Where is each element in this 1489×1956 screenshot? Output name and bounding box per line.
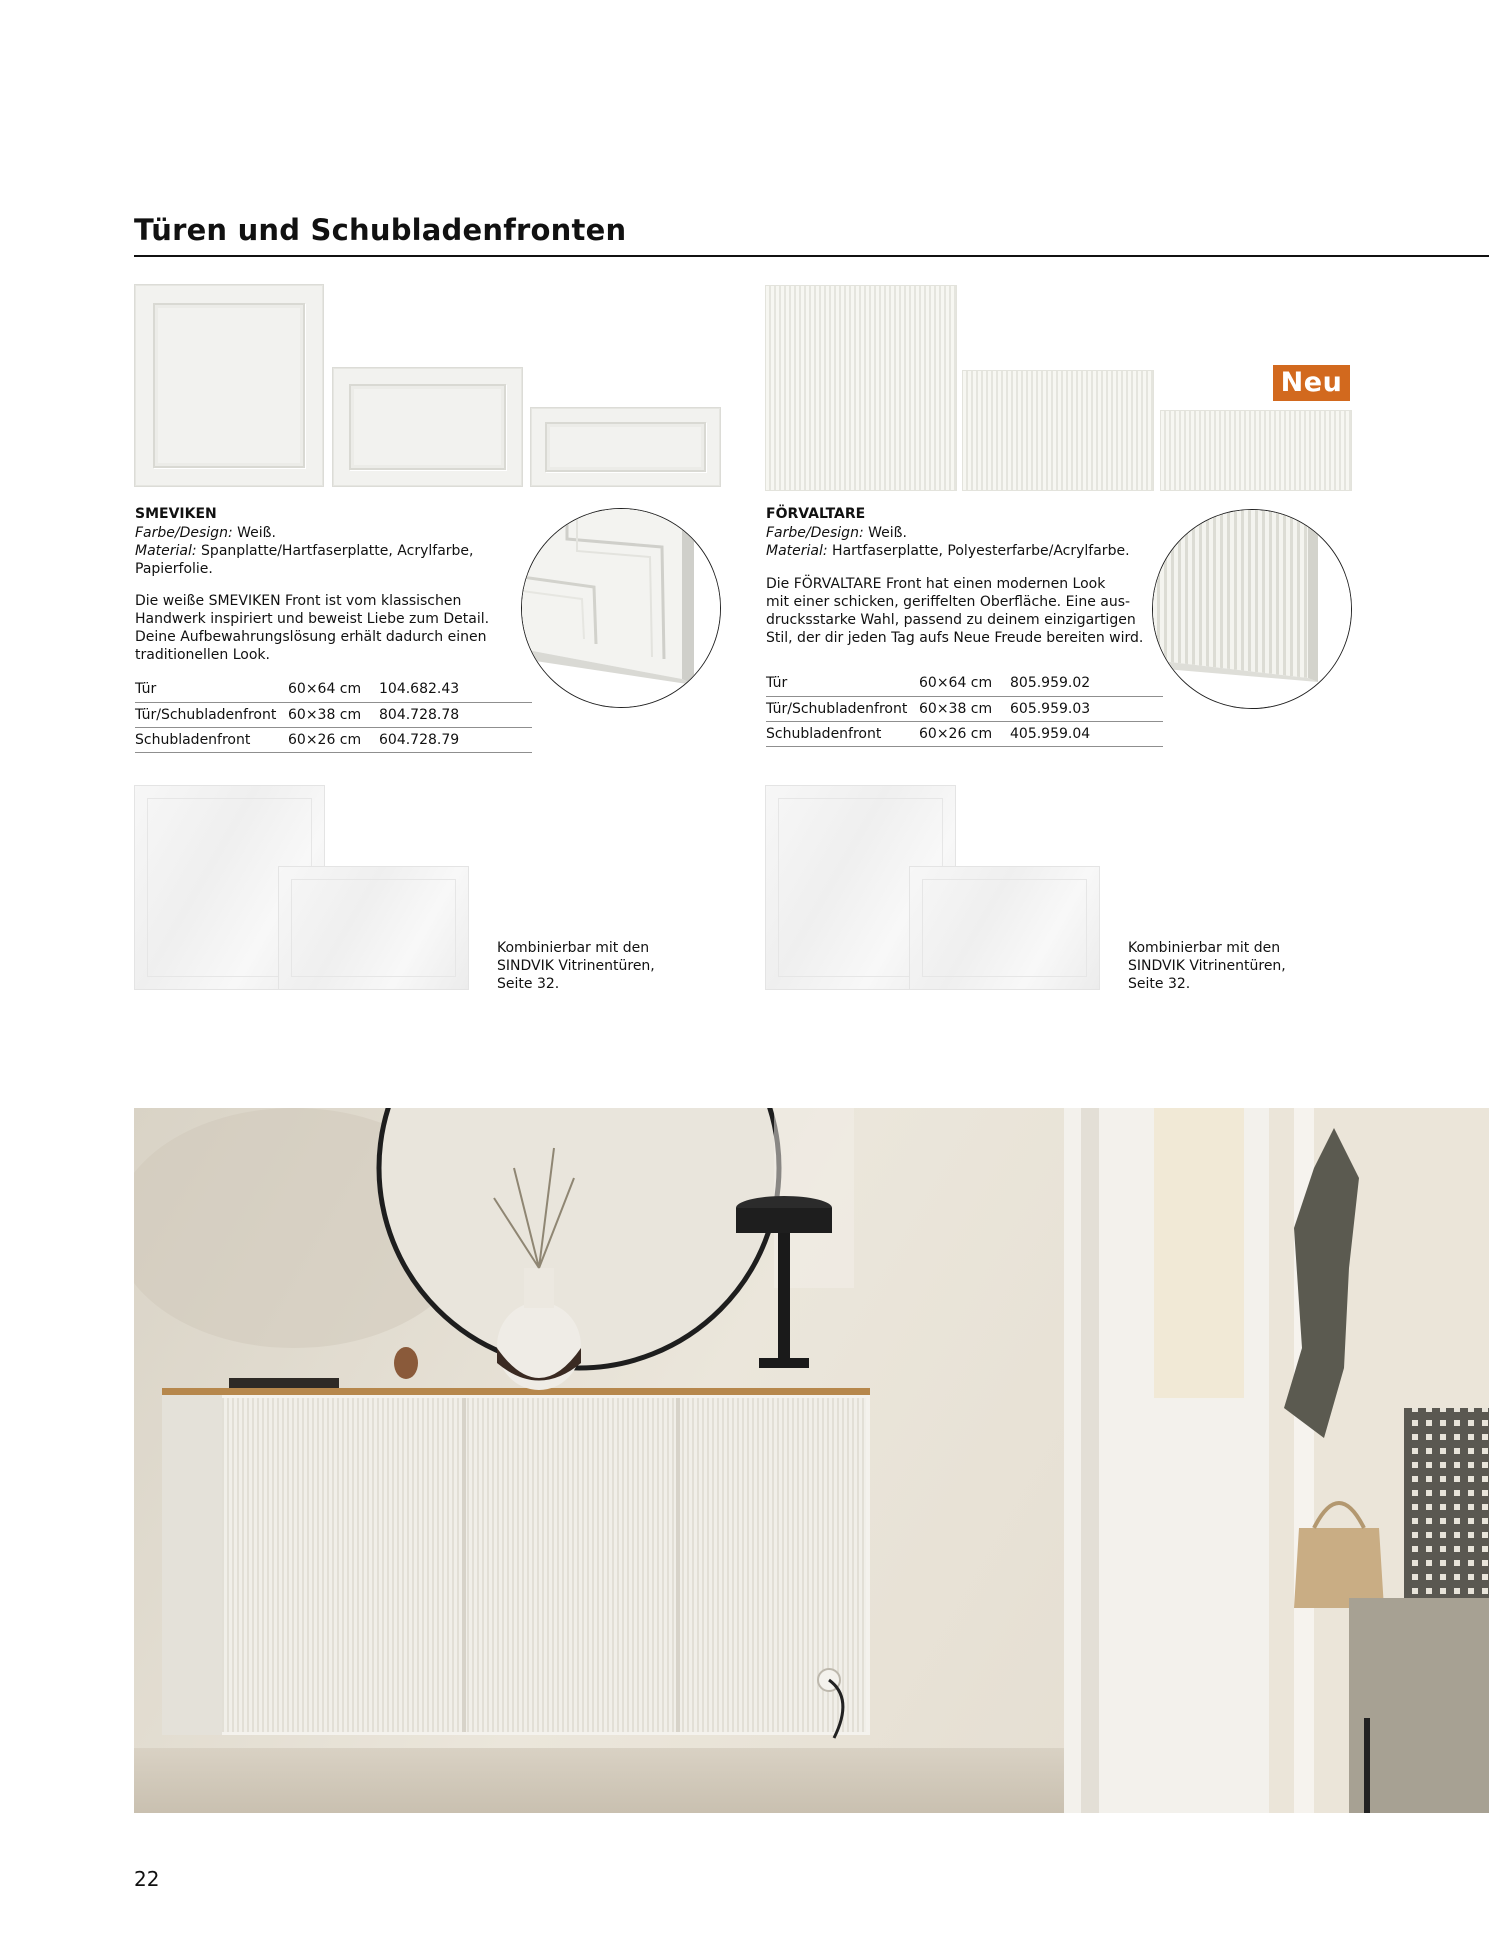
material-value-continued: Papierfolie.: [135, 561, 213, 577]
spec-type: Tür/Schubladenfront: [766, 696, 919, 721]
note-line: SINDVIK Vitrinentüren,: [497, 958, 655, 974]
page-number: 22: [134, 1867, 160, 1891]
spec-size: 60×26 cm: [919, 721, 1010, 746]
color-label: Farbe/Design:: [766, 525, 864, 541]
description-line: traditionellen Look.: [135, 647, 270, 663]
spec-article-number: 805.959.02: [1010, 671, 1163, 696]
new-badge: Neu: [1273, 365, 1350, 401]
spec-type: Schubladenfront: [766, 721, 919, 746]
description-line: Handwerk inspiriert und beweist Liebe zum Detail.: [135, 611, 490, 627]
spec-size: 60×38 cm: [919, 696, 1010, 721]
table-row: [766, 671, 1163, 696]
material-value: Spanplatte/Hartfaserplatte, Acrylfarbe,: [196, 543, 474, 559]
table-row: [135, 677, 532, 702]
description-line: drucksstarke Wahl, passend zu deinem einzigartigen: [766, 612, 1136, 628]
description-line: Die weiße SMEVIKEN Front ist vom klassischen: [135, 593, 462, 609]
forvaltare-door-image: [765, 285, 957, 491]
spec-article-number: 605.959.03: [1010, 696, 1163, 721]
forvaltare-drawer-front-image: [1160, 410, 1352, 491]
description-line: Stil, der dir jeden Tag aufs Neue Freude bereiten wird.: [766, 630, 1144, 646]
description-line: Deine Aufbewahrungslösung erhält dadurch einen: [135, 629, 487, 645]
note-line: Seite 32.: [1128, 976, 1191, 992]
product-attributes: [135, 524, 495, 578]
sindvik-drawer-front-image: [278, 866, 469, 990]
spec-size: 60×38 cm: [288, 702, 379, 727]
smeviken-door-drawer-front-image: [332, 367, 523, 487]
note-line: SINDVIK Vitrinentüren,: [1128, 958, 1286, 974]
spec-article-number: 604.728.79: [379, 727, 532, 752]
product-attributes: [766, 524, 1186, 560]
color-value: Weiß.: [232, 525, 276, 541]
sindvik-drawer-front-image: [909, 866, 1100, 990]
spec-article-number: 804.728.78: [379, 702, 532, 727]
smeviken-detail-zoom-image: [521, 508, 721, 708]
forvaltare-door-drawer-front-image: [962, 370, 1154, 491]
table-row: [135, 702, 532, 727]
combination-note: [1128, 939, 1308, 993]
spec-type: Tür/Schubladenfront: [135, 702, 288, 727]
forvaltare-spec-table: [766, 671, 1163, 747]
spec-article-number: 104.682.43: [379, 677, 532, 702]
table-row: [766, 721, 1163, 746]
spec-size: 60×64 cm: [288, 677, 379, 702]
product-description: [766, 575, 1143, 647]
color-value: Weiß.: [863, 525, 907, 541]
note-line: Seite 32.: [497, 976, 560, 992]
description-line: mit einer schicken, geriffelten Oberfläche. Eine aus-: [766, 594, 1131, 610]
smeviken-door-image: [134, 284, 324, 487]
forvaltare-detail-zoom-image: [1152, 509, 1352, 709]
hallway-sideboard-photo: [134, 1108, 1489, 1813]
product-name: FÖRVALTARE: [766, 506, 866, 522]
note-line: Kombinierbar mit den: [497, 940, 650, 956]
description-line: Die FÖRVALTARE Front hat einen modernen Look: [766, 576, 1106, 592]
spec-type: Schubladenfront: [135, 727, 288, 752]
material-label: Material:: [766, 543, 828, 559]
spec-type: Tür: [766, 671, 919, 696]
title-divider: [134, 255, 1489, 257]
material-value: Hartfaserplatte, Polyesterfarbe/Acrylfarbe.: [827, 543, 1130, 559]
smeviken-drawer-front-image: [530, 407, 721, 487]
product-name: SMEVIKEN: [135, 506, 217, 522]
spec-article-number: 405.959.04: [1010, 721, 1163, 746]
note-line: Kombinierbar mit den: [1128, 940, 1281, 956]
page-title: Türen und Schubladenfronten: [134, 213, 627, 247]
table-row: [766, 696, 1163, 721]
product-description: [135, 592, 489, 664]
material-label: Material:: [135, 543, 197, 559]
spec-type: Tür: [135, 677, 288, 702]
table-row: [135, 727, 532, 752]
color-label: Farbe/Design:: [135, 525, 233, 541]
spec-size: 60×64 cm: [919, 671, 1010, 696]
spec-size: 60×26 cm: [288, 727, 379, 752]
smeviken-spec-table: [135, 677, 532, 753]
combination-note: [497, 939, 677, 993]
